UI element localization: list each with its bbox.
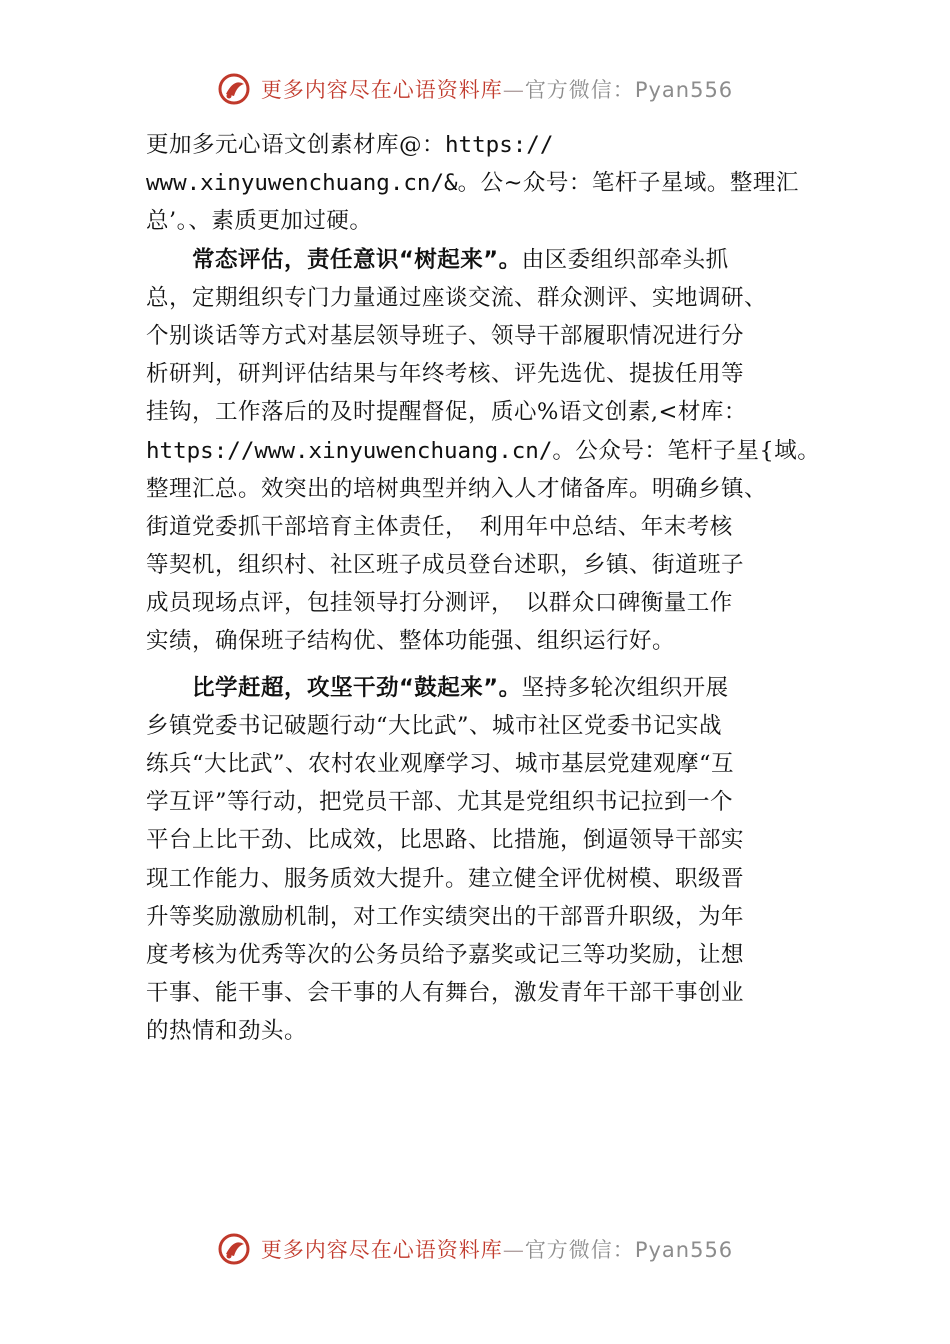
watermark-dash: — (502, 78, 525, 102)
watermark-dash: — (502, 1238, 525, 1262)
text-line: 练兵“大比武”、农村农业观摩学习、城市基层党建观摩“互 (146, 751, 735, 777)
text-fragment: 由区委组织部牵头抓 (521, 246, 729, 273)
text-line (146, 126, 816, 164)
watermark-site: 更多内容尽在心语资料库 (260, 1238, 503, 1262)
text-fragment: 坚持多轮次组织开展 (521, 674, 729, 701)
text-fragment: 更加多元心语文创素材库@： (146, 132, 446, 158)
text-line: 个别谈话等方式对基层领导班子、领导干部履职情况进行分 (146, 322, 745, 349)
text-line: 实绩，确保班子结构优、整体功能强、组织运行好。 (146, 628, 676, 655)
text-line: 度考核为优秀等次的公务员给予嘉奖或记三等功奖励，让想 (146, 941, 745, 968)
watermark-site: 更多内容尽在心语资料库 (260, 78, 503, 102)
text-line: 学互评”等行动，把党员干部、尤其是党组织书记拉到一个 (146, 789, 734, 816)
section-heading: 常态评估，责任意识“树起来”。 (192, 246, 522, 273)
watermark-wechat-id: Pyan556 (634, 1238, 734, 1262)
text-line: 总’。、素质更加过硬。 (146, 208, 373, 235)
watermark-text (261, 1234, 733, 1264)
url-fragment: www.xinyuwenchuang.cn/& (146, 170, 458, 197)
text-line: 等契机，组织村、社区班子成员登台述职，乡镇、街道班子 (146, 552, 745, 579)
text-line (146, 432, 821, 470)
paragraph-spacer (146, 661, 816, 669)
text-line: 街道党委抓干部培育主体责任， 利用年中总结、年末考核 (146, 513, 733, 540)
watermark-wechat-id: Pyan556 (634, 78, 734, 102)
text-fragment: 。公众号：笔杆子星{域。 (552, 437, 821, 464)
text-line (146, 164, 816, 202)
text-fragment: 。公~众号：笔杆子星域。整理汇 (457, 170, 799, 197)
text-line (146, 669, 816, 707)
text-line (146, 241, 816, 279)
footer-watermark (0, 1232, 950, 1266)
text-line: 整理汇总。效突出的培树典型并纳入人才储备库。明确乡镇、 (146, 475, 768, 502)
url-fragment: https://www.xinyuwenchuang.cn/ (146, 437, 553, 464)
text-line: 干事、能干事、会干事的人有舞台，激发青年干部干事创业 (146, 980, 745, 1007)
text-line: 平台上比干劲、比成效，比思路、比措施，倒逼领导干部实 (146, 827, 745, 854)
watermark-official: 官方微信： (524, 78, 635, 102)
text-line: 总，定期组织专门力量通过座谈交流、群众测评、实地调研、 (146, 284, 768, 311)
document-body (146, 126, 821, 1051)
text-line: 成员现场点评，包挂领导打分测评， 以群众口碑衡量工作 (146, 590, 733, 617)
section-heading: 比学赶超，攻坚干劲“鼓起来”。 (192, 674, 522, 701)
text-line: 挂钩，工作落后的及时提醒督促，质心%语文创素,<材库： (146, 399, 747, 426)
logo-icon (217, 1232, 251, 1266)
paragraph-competition (146, 669, 816, 1051)
logo-icon (217, 72, 251, 106)
paragraph-continuation (146, 126, 816, 241)
text-line: 乡镇党委书记破题行动“大比武”、城市社区党委书记实战 (146, 712, 723, 739)
text-line: 的热情和劲头。 (146, 1018, 308, 1045)
text-line: 析研判，研判评估结果与年终考核、评先选优、提拔任用等 (146, 361, 745, 388)
text-line: 升等奖励激励机制，对工作实绩突出的干部晋升职级，为年 (146, 903, 745, 930)
paragraph-assessment (146, 241, 821, 661)
text-line: 现工作能力、服务质效大提升。建立健全评优树模、职级晋 (146, 865, 745, 892)
watermark-text (261, 74, 733, 104)
url-fragment: https:// (445, 132, 554, 158)
watermark-official: 官方微信： (524, 1238, 635, 1262)
header-watermark (0, 72, 950, 106)
